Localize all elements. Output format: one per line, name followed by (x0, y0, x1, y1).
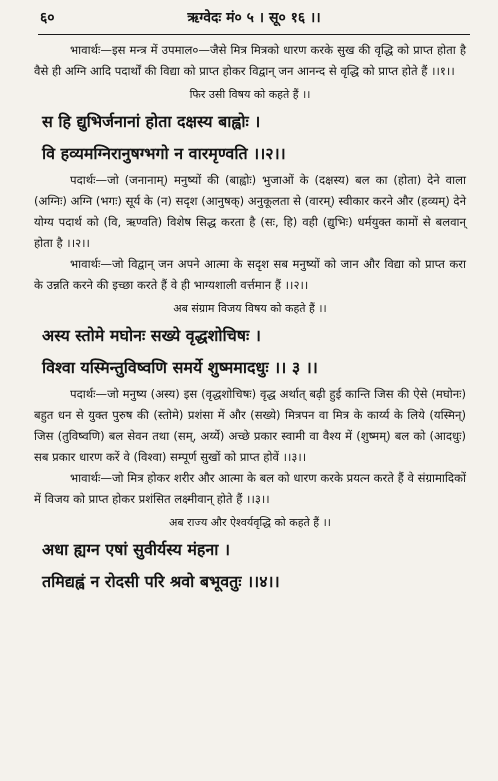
commentary-paragraph: पदार्थः—जो मनुष्य (अस्य) इस (वृद्धशोचिषः) वृद्ध अर्थात् बढ़ी हुई कान्ति जिस की ऐसे (मघोनः) बहुत धन से युक्त पुरुष की (स्तोमे) प्रशंसा में और (सख्ये) मित्रपन वा मित्र के कार्य्य के लिये (यस्मिन्) जिस (तुविष्वणि) बल सेवन तथा (सम्, अर्य्ये) अच्छे प्रकार स्वामी वा वैश्य में (शुष्मम्) बल को (आदधुः) सब प्रकार धारण करें वे (विश्वा) सम्पूर्ण सुखों को प्राप्त होवें ।।३।। (34, 387, 466, 464)
commentary-paragraph: भावार्थः—जो विद्वान् जन अपने आत्मा के सदृश सब मनुष्यों को जान और विद्या को प्राप्त करा के उन्नति करने की इच्छा करते हैं वे ही भाग्यशाली वर्त्तमान हैं ।।२।। (34, 257, 466, 292)
page-number: ६० (40, 10, 55, 26)
header-rule (38, 34, 470, 35)
mantra-line: अधा ह्यग्न एषां सुवीर्यस्य मंहना । (42, 540, 231, 559)
section-caption: अब राज्य और ऐश्वर्यवृद्धि को कहते हैं ।। (169, 516, 331, 529)
section-caption: अब संग्राम विजय विषय को कहते हैं ।। (173, 302, 327, 315)
running-title: ऋग्वेदः मं० ५ । सू० १६ ।। (187, 10, 321, 26)
mantra-line: वि हव्यमग्निरानुषग्भगो न वारमृण्वति ।।२।। (42, 144, 286, 163)
commentary-paragraph: भावार्थः—जो मित्र होकर शरीर और आत्मा के बल को धारण करके प्रयत्न करते हैं वे संग्रामादिकों में विजय को प्राप्त होकर प्रशंसित लक्ष्मीवान् होते हैं ।।३।। (34, 471, 466, 506)
mantra-line: विश्वा यस्मिन्तुविष्वणि समर्ये शुष्ममादधुः ।। ३ ।। (42, 358, 318, 377)
page-header (40, 6, 468, 32)
mantra-line: अस्य स्तोमे मघोनः सख्ये वृद्धशोचिषः । (42, 326, 261, 345)
commentary-paragraph: भावार्थः—इस मन्त्र में उपमाल०—जैसे मित्र मित्रको धारण करके सुख की वृद्धि को प्राप्त होता है वैसे ही अग्नि आदि पदार्थों की विद्या को प्राप्त होकर विद्वान् जन आनन्द से वृद्धि को प्राप्त होते हैं ।।१।। (34, 43, 466, 78)
mantra-line: तमिद्यह्वं न रोदसी परि श्रवो बभूवतुः ।।४।। (42, 572, 280, 591)
page-body (34, 40, 466, 598)
section-caption: फिर उसी विषय को कहते हैं ।। (189, 88, 311, 101)
commentary-paragraph: पदार्थः—जो (जनानाम्) मनुष्यों की (बाह्वोः) भुजाओं के (दक्षस्य) बल का (होता) देने वाला (अग्निः) अग्नि (भगः) सूर्य के (न) सदृश (आनुषक्) अनुकूलता से (वारम्) स्वीकार करने और (हव्यम्) देने योग्य पदार्थ को (वि, ऋण्वति) विशेष सिद्ध करता है (सः, हि) वही (द्युभिः) धर्मयुक्त कामों से बलवान् होता है ।।२।। (34, 173, 466, 250)
mantra-line: स हि द्युभिर्जनानां होता दक्षस्य बाह्वोः । (42, 112, 261, 131)
